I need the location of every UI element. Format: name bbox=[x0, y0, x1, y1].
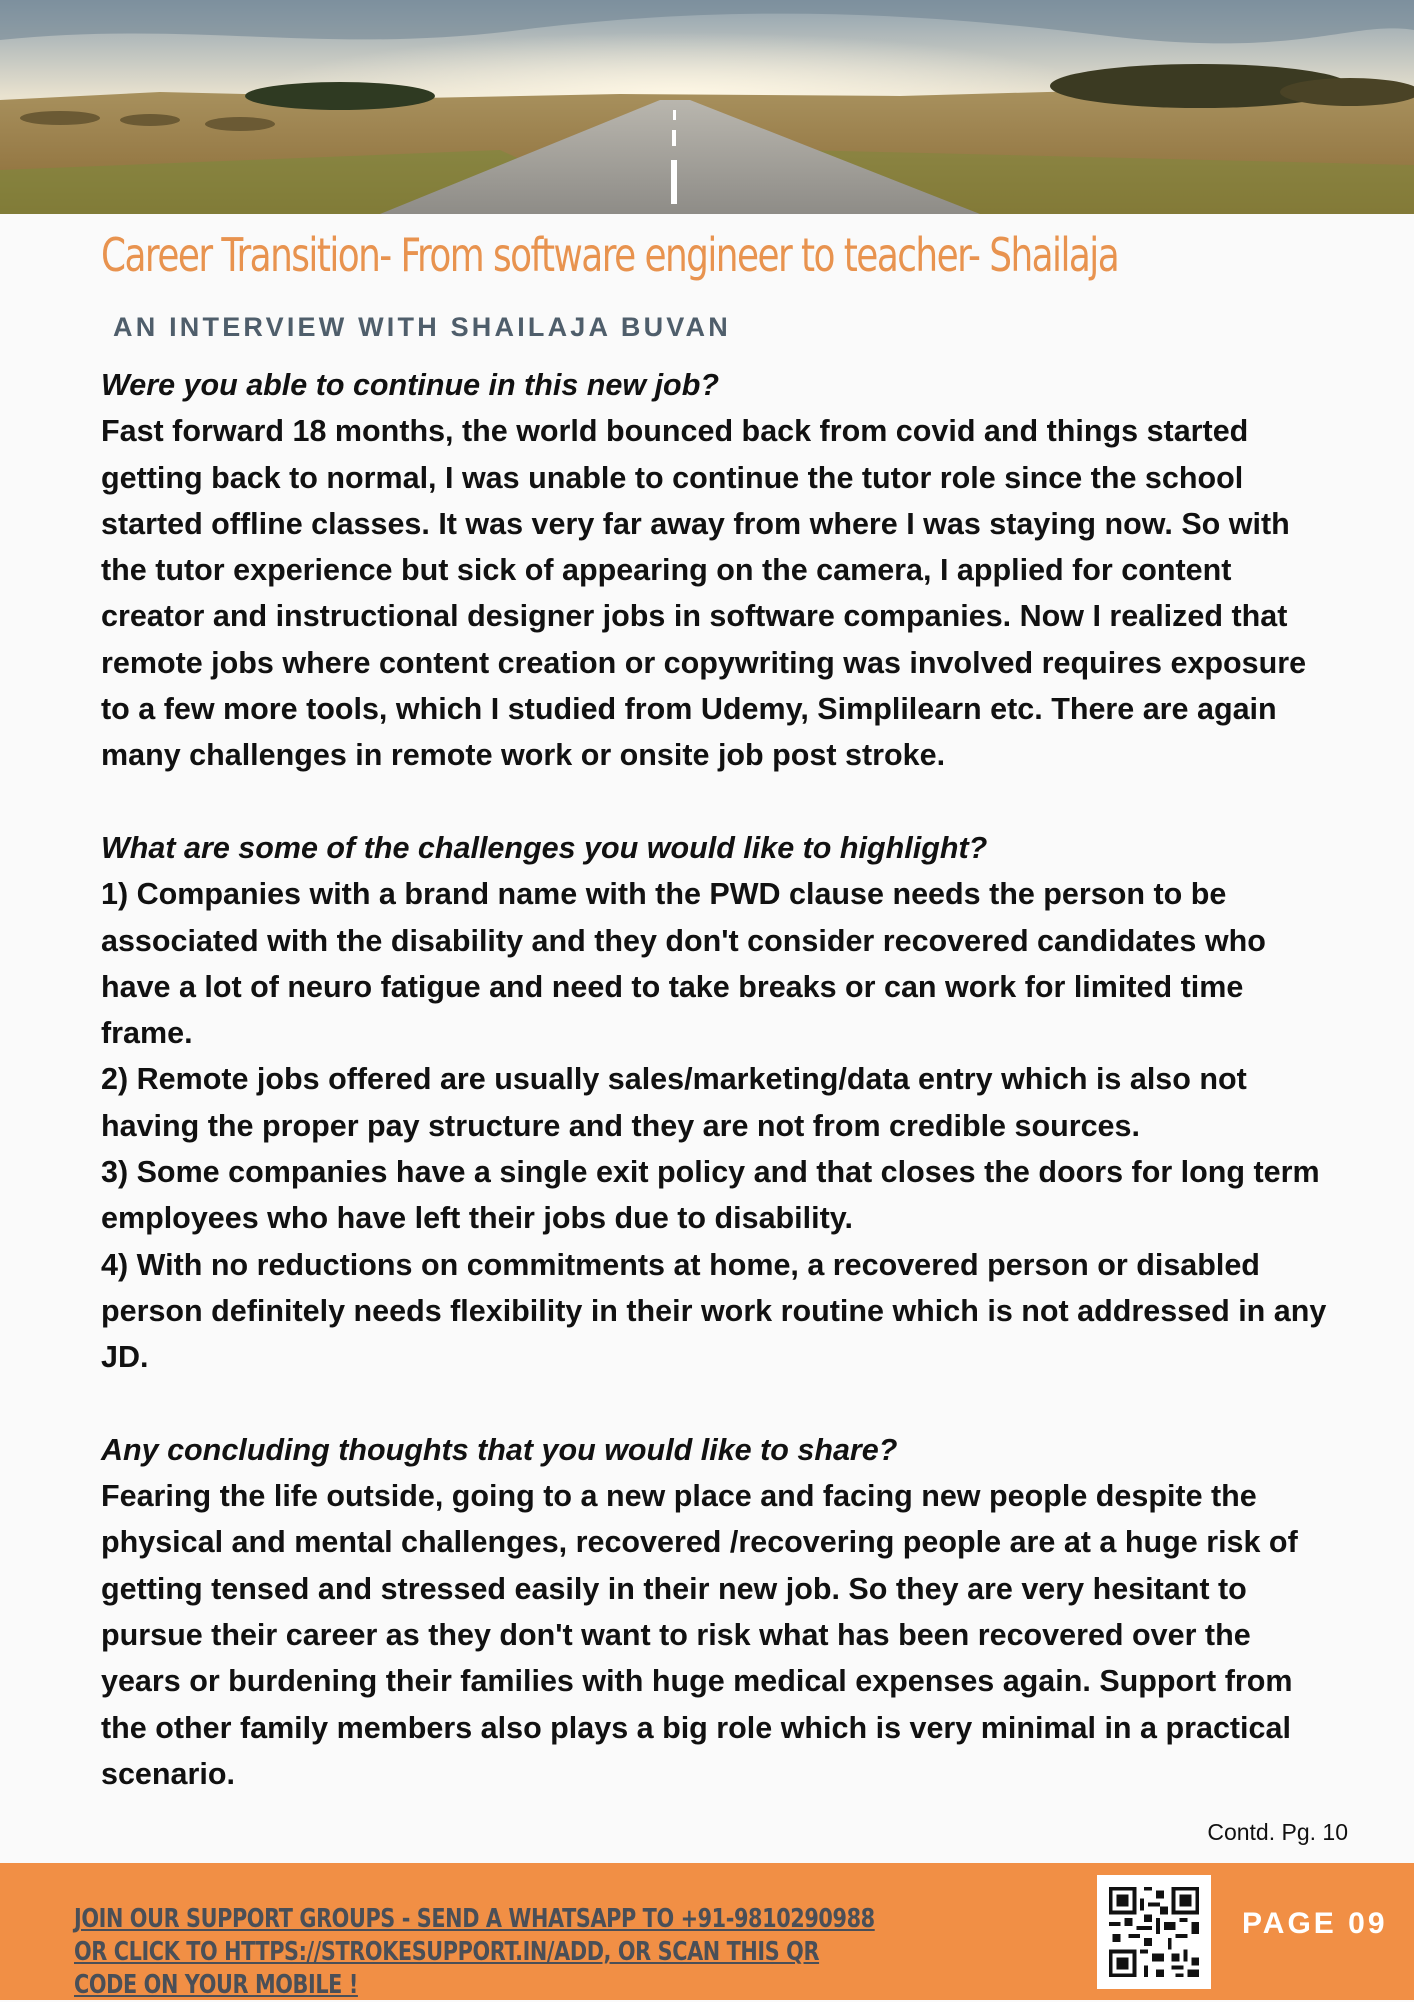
question-2: What are some of the challenges you would like to highlight? bbox=[101, 830, 988, 865]
answer-1: Fast forward 18 months, the world bounced back from covid and things started getting back to normal, I was unable to continue the tutor role since the school started offline classes. It was very far away from where I was staying now. So with the tutor experience but sick of appearing on the camera, I applied for content creator and instructional designer jobs in software companies. Now I realized that remote jobs where content creation or copywriting was involved requires exposure to a few more tools, which I studied from Udemy, Simplilearn etc. There are again many challenges in remote work or onsite job post stroke. bbox=[101, 414, 1307, 773]
hero-image bbox=[0, 0, 1414, 214]
question-3: Any concluding thoughts that you would like to share? bbox=[101, 1432, 898, 1467]
question-1: Were you able to continue in this new job? bbox=[101, 368, 719, 402]
continued-note: Contd. Pg. 10 bbox=[1207, 1819, 1348, 1845]
qr-code-icon[interactable] bbox=[1097, 1875, 1211, 1989]
paragraph-gap bbox=[101, 779, 1331, 825]
challenge-point-2: 2) Remote jobs offered are usually sales/marketing/data entry which is also not having the proper pay structure and they are not from credible sources. bbox=[101, 1062, 1247, 1143]
paragraph-gap bbox=[101, 1381, 1331, 1427]
challenge-point-4: 4) With no reductions on commitments at home, a recovered person or disabled person definitely needs flexibility in their work routine which is not addressed in any JD. bbox=[101, 1247, 1327, 1375]
article-body bbox=[101, 362, 1331, 1797]
page-title: Career Transition- From software engineer to teacher- Shailaja bbox=[101, 228, 1119, 282]
footer-bar bbox=[0, 1863, 1414, 2000]
page-subtitle: AN INTERVIEW WITH SHAILAJA BUVAN bbox=[113, 312, 731, 342]
support-group-link[interactable]: JOIN OUR SUPPORT GROUPS - SEND A WHATSAPP TO +91-9810290988 OR CLICK TO HTTPS://STROKESUPPORT.IN/ADD, OR SCAN THIS QR CODE ON YOUR MOBILE ! bbox=[74, 1904, 875, 2000]
answer-3: Fearing the life outside, going to a new place and facing new people despite the physical and mental challenges, recovered /recovering people are at a huge risk of getting tensed and stressed easily in their new job. So they are very hesitant to pursue their career as they don't want to risk what has been recovered over the years or burdening their families with huge medical expenses again. Support from the other family members also plays a big role which is very minimal in a practical scenario. bbox=[101, 1479, 1298, 1791]
challenge-point-1: 1) Companies with a brand name with the PWD clause needs the person to be associated with the disability and they don't consider recovered candidates who have a lot of neuro fatigue and need to take breaks or can work for limited time frame. bbox=[101, 877, 1266, 1051]
challenge-point-3: 3) Some companies have a single exit policy and that closes the doors for long term employees who have left their jobs due to disability. bbox=[101, 1155, 1320, 1236]
page-number: PAGE 09 bbox=[1242, 1907, 1388, 1940]
